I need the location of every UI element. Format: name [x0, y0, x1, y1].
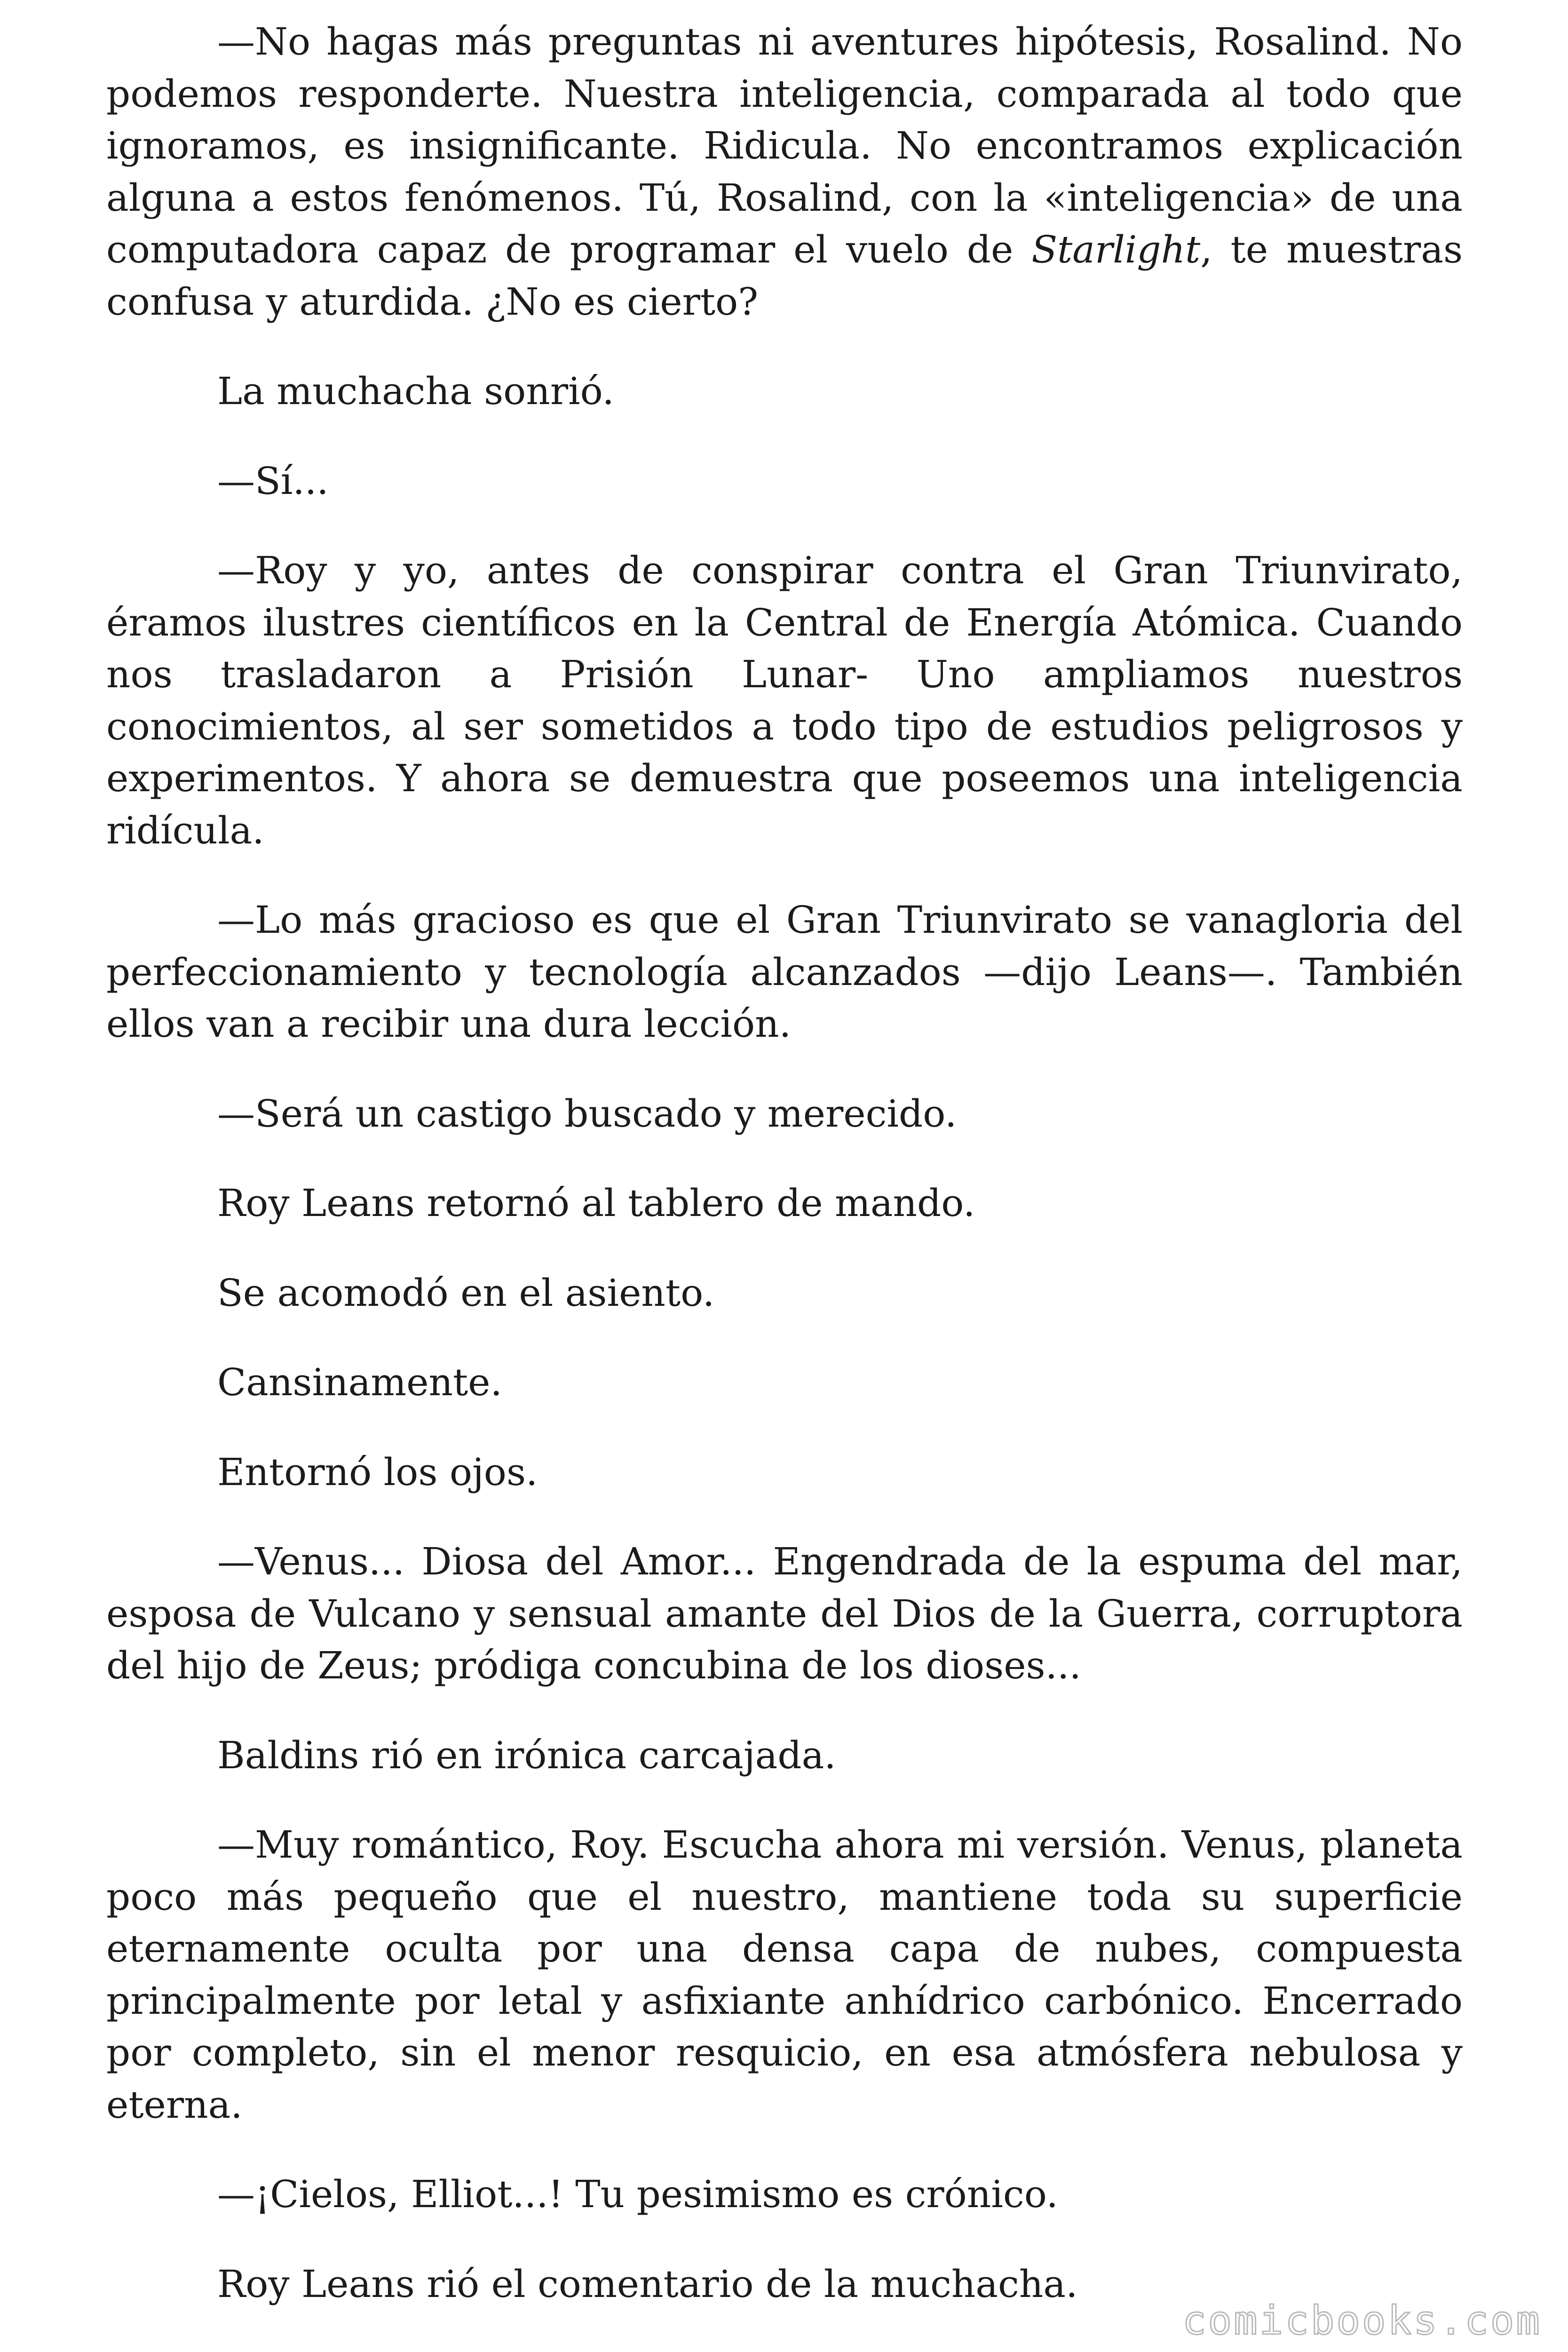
- paragraph-14: —¡Cielos, Elliot...! Tu pesimismo es crónico.: [217, 2172, 1058, 2216]
- book-page: [106, 16, 1463, 2310]
- paragraph-11: —Venus... Diosa del Amor... Engendrada de la espuma del mar, esposa de Vulcano y sensual amante del Dios de la Guerra, corruptora del hijo de Zeus; pródiga concubina de los dioses...: [106, 1540, 1463, 1687]
- watermark: comicbooks.com: [1182, 2297, 1542, 2344]
- paragraph-9: Cansinamente.: [217, 1360, 502, 1404]
- paragraph-1: —No hagas más preguntas ni aventures hipótesis, Rosalind. No podemos responderte. Nuestra inteligencia, comparada al todo que ignoramos, es insignificante. Ridicula. No encontramos explicación alguna a estos fenómenos. Tú, Rosalind, con la «inteligencia» de una computadora capaz de programar el vuelo de Starlight, te muestras confusa y aturdida. ¿No es cierto?: [106, 20, 1463, 324]
- paragraph-6: —Será un castigo buscado y merecido.: [217, 1091, 957, 1136]
- paragraph-5: —Lo más gracioso es que el Gran Triunvirato se vanagloria del perfeccionamiento y tecnología alcanzados —dijo Leans—. También ellos van a recibir una dura lección.: [106, 898, 1463, 1046]
- paragraph-15: Roy Leans rió el comentario de la muchacha.: [217, 2262, 1078, 2306]
- paragraph-2: La muchacha sonrió.: [217, 369, 614, 413]
- paragraph-4: —Roy y yo, antes de conspirar contra el Gran Triunvirato, éramos ilustres científicos en la Central de Energía Atómica. Cuando nos trasladaron a Prisión Lunar- Uno ampliamos nuestros conocimientos, al ser sometidos a todo tipo de estudios peligrosos y experimentos. Y ahora se demuestra que poseemos una inteligencia ridícula.: [106, 548, 1463, 852]
- paragraph-13: —Muy romántico, Roy. Escucha ahora mi versión. Venus, planeta poco más pequeño que el nuestro, mantiene toda su superficie eternamente oculta por una densa capa de nubes, compuesta principalmente por letal y asfixiante anhídrico carbónico. Encerrado por completo, sin el menor resquicio, en esa atmósfera nebulosa y eterna.: [106, 1823, 1463, 2127]
- paragraph-3: —Sí...: [217, 459, 329, 503]
- ship-name: Starlight: [1031, 228, 1201, 271]
- paragraph-7: Roy Leans retornó al tablero de mando.: [217, 1181, 975, 1225]
- paragraph-12: Baldins rió en irónica carcajada.: [217, 1733, 836, 1777]
- paragraph-10: Entornó los ojos.: [217, 1450, 538, 1494]
- paragraph-8: Se acomodó en el asiento.: [217, 1271, 715, 1315]
